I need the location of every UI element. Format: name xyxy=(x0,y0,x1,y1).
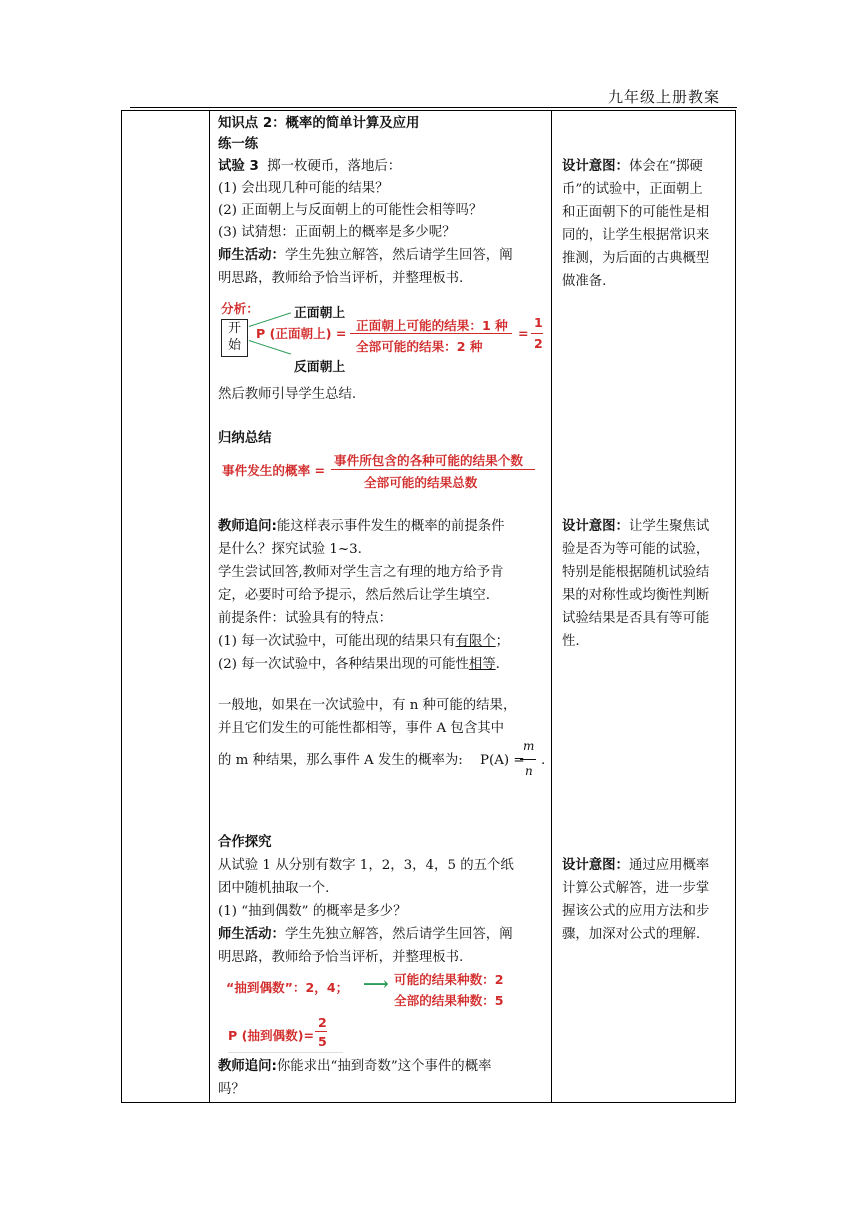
student-answer-line-1: 学生尝试回答,教师对学生言之有理的地方给予肯 xyxy=(218,565,504,580)
design-intent-2-line-4: 果的对称性或均衡性判断 xyxy=(562,588,710,603)
general-statement-1: 一般地，如果在一次试验中，有 n 种可能的结果， xyxy=(218,698,517,713)
design-intent-1-line-4: 同的，让学生根据常识来 xyxy=(562,228,710,243)
general-formula-numerator: 事件所包含的各种可能的结果个数 xyxy=(334,453,523,468)
design-intent-1-line-1 xyxy=(562,157,734,177)
p-heads-denominator: 全部可能的结果：2 种 xyxy=(356,339,483,354)
p-heads-fraction-bar xyxy=(350,333,512,334)
design-intent-1-line-3: 和正面朝下的可能性是相 xyxy=(562,205,710,220)
experiment-text: 掷一枚硬币，落地后： xyxy=(267,159,402,174)
activity-2-line-1 xyxy=(218,925,548,945)
design-intent-2-line-6: 性. xyxy=(562,634,580,649)
p-even-bar xyxy=(315,1031,327,1032)
design-intent-1-label: 设计意图： xyxy=(562,159,629,174)
p-heads-equals: = xyxy=(518,326,529,341)
cooperative-line-1: 从试验 1 从分别有数字 1，2，3，4，5 的五个纸 xyxy=(218,858,514,873)
general-statement-2: 并且它们发生的可能性都相等，事件 A 包含其中 xyxy=(218,721,504,736)
header-rule xyxy=(130,107,737,108)
activity-2-text: 学生先独立解答，然后请学生回答，阐 xyxy=(284,927,513,942)
p-even-lhs: P (抽到偶数)= xyxy=(228,1028,315,1043)
design-intent-2-line-5: 试验结果是否具有等可能 xyxy=(562,611,710,626)
activity-line-2: 明思路，教师给予恰当评析，并整理板书. xyxy=(218,271,464,286)
teacher-ask-2-label: 教师追问: xyxy=(218,1059,277,1074)
p-heads-numerator: 正面朝上可能的结果：1 种 xyxy=(356,318,508,333)
cooperative-line-2: 团中随机抽取一个. xyxy=(218,881,330,896)
section-subtitle-practice: 练一练 xyxy=(218,137,259,152)
design-intent-2-text: 让学生聚焦试 xyxy=(628,519,710,534)
design-intent-2-label: 设计意图： xyxy=(562,519,629,534)
half-denominator: 2 xyxy=(534,336,543,351)
design-intent-2-line-2: 验是否为等可能的试验， xyxy=(562,542,710,557)
activity-line-1 xyxy=(218,246,548,266)
section-title-knowledge-point: 知识点 2：概率的简单计算及应用 xyxy=(218,116,420,131)
experiment-3-line xyxy=(218,157,548,177)
condition-2 xyxy=(218,655,548,675)
possible-count: 可能的结果种数：2 xyxy=(394,972,504,987)
general-formula-denominator: 全部可能的结果总数 xyxy=(364,475,478,490)
formula-numerator: m xyxy=(523,739,535,753)
condition-1-fill: 有限个 xyxy=(455,634,496,649)
p-even-denominator: 5 xyxy=(318,1034,327,1049)
half-numerator: 1 xyxy=(534,315,543,330)
page-header-title: 九年级上册教案 xyxy=(608,88,721,106)
teacher-ask-line-2: 是什么？探究试验 1~3. xyxy=(218,542,362,557)
activity-text-1: 学生先独立解答，然后请学生回答，阐 xyxy=(284,248,513,263)
image-edge-rule xyxy=(228,1052,343,1053)
p-even-numerator: 2 xyxy=(318,1015,327,1030)
teacher-ask-2-line-2: 吗？ xyxy=(218,1082,245,1097)
even-outcomes: “抽到偶数”：2，4； xyxy=(226,980,349,995)
summary-instruction: 然后教师引导学生总结. xyxy=(218,387,357,402)
design-intent-2-line-3: 特别是能根据随机试验结 xyxy=(562,565,710,580)
design-intent-1-text: 体会在“掷硬 xyxy=(628,159,703,174)
tails-label: 反面朝上 xyxy=(294,360,346,375)
teacher-ask-2-text: 你能求出“抽到奇数”这个事件的概率 xyxy=(276,1059,492,1074)
general-statement-3: 的 m 种结果，那么事件 A 发生的概率为: xyxy=(218,753,463,768)
teacher-ask-text: 能这样表示事件发生的概率的前提条件 xyxy=(276,519,505,534)
precondition-intro: 前提条件：试验具有的特点： xyxy=(218,611,393,626)
activity-2-label: 师生活动： xyxy=(218,927,285,942)
p-heads-lhs: P (正面朝上) = xyxy=(256,326,347,341)
design-intent-3-line-4: 骤，加深对公式的理解. xyxy=(562,927,701,942)
arrow-right-icon: ⟶ xyxy=(363,974,389,995)
condition-2-end: . xyxy=(495,657,500,672)
design-intent-3-label: 设计意图： xyxy=(562,858,629,873)
half-fraction-bar xyxy=(531,333,543,334)
design-intent-1-line-5: 推测，为后面的古典概型 xyxy=(562,251,710,266)
student-answer-line-2: 定，必要时可给予提示，然后然后让学生填空. xyxy=(218,588,491,603)
formula-denominator: n xyxy=(525,764,533,778)
design-intent-3-line-1 xyxy=(562,856,734,876)
table-divider-1 xyxy=(209,110,210,1103)
analysis-label: 分析： xyxy=(221,301,259,316)
question-2: (2) 正面朝上与反面朝上的可能性会相等吗？ xyxy=(218,203,483,218)
design-intent-3-text: 通过应用概率 xyxy=(628,858,710,873)
start-box xyxy=(221,319,248,357)
formula-bar xyxy=(520,759,536,760)
start-char-2: 始 xyxy=(227,338,241,353)
activity-2-line-2: 明思路，教师给予恰当评析，并整理板书. xyxy=(218,950,464,965)
question-3: (3) 试猜想：正面朝上的概率是多少呢？ xyxy=(218,225,456,240)
formula-lhs: P(A) = xyxy=(480,753,525,768)
heads-label: 正面朝上 xyxy=(294,306,346,321)
formula-end: . xyxy=(541,753,546,768)
cooperative-title: 合作探究 xyxy=(218,835,272,850)
condition-1 xyxy=(218,632,548,652)
design-intent-1-line-2: 币”的试验中，正面朝上 xyxy=(562,182,703,197)
summary-title: 归纳总结 xyxy=(218,431,272,446)
teacher-ask-line-1 xyxy=(218,517,548,537)
condition-1-end: ； xyxy=(495,634,510,649)
general-formula-bar xyxy=(331,469,535,470)
design-intent-3-line-2: 计算公式解答，进一步掌 xyxy=(562,881,710,896)
teacher-ask-label: 教师追问: xyxy=(218,519,277,534)
cooperative-question-1: (1) “抽到偶数” 的概率是多少？ xyxy=(218,904,407,919)
question-1: (1) 会出现几种可能的结果？ xyxy=(218,181,389,196)
experiment-label: 试验 3 xyxy=(218,159,259,174)
activity-label: 师生活动： xyxy=(218,248,285,263)
condition-2-text: (2) 每一次试验中，各种结果出现的可能性 xyxy=(218,657,469,672)
condition-2-fill: 相等 xyxy=(468,657,496,672)
teacher-ask-2-line-1 xyxy=(218,1057,548,1077)
table-divider-2 xyxy=(551,110,552,1103)
general-formula-lhs: 事件发生的概率 = xyxy=(222,463,326,478)
design-intent-2-line-1 xyxy=(562,517,734,537)
design-intent-1-line-6: 做准备. xyxy=(562,274,607,289)
total-count: 全部的结果种数：5 xyxy=(394,993,504,1008)
design-intent-3-line-3: 握该公式的应用方法和步 xyxy=(562,904,710,919)
condition-1-text: (1) 每一次试验中，可能出现的结果只有 xyxy=(218,634,456,649)
start-char-1: 开 xyxy=(227,321,241,336)
